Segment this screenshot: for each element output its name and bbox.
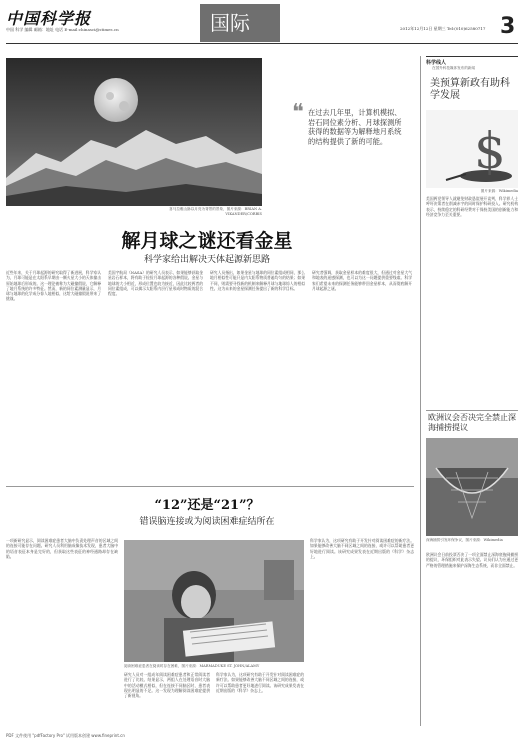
article1-title: 解月球之谜还看金星 [121, 230, 293, 252]
article2-column-2 [124, 672, 210, 730]
article1-column-3 [210, 270, 305, 480]
article1-column-1 [6, 270, 101, 480]
article1-col4-text: 研究者强调，获取金星样本的难度很大，但通过对金星大气和地表的遥感探测，也可以为这一问题提供重要线索。科学家们希望未来的探测任务能够带回金星样本，从而彻底解开月球起源之谜。 [312, 270, 412, 291]
sidebar-second-title: 欧洲议会否决完全禁止深海捕捞提议 [428, 413, 516, 432]
article2-column-3a [216, 672, 304, 730]
article2-title: “12”还是“21”？ [154, 498, 260, 513]
date-line: 2012年12月12日 星期三 Tel:(010)62580717 [400, 26, 486, 31]
sidebar-top-rule [426, 56, 518, 57]
svg-text:$: $ [474, 122, 506, 180]
sidebar-feature-text [426, 196, 518, 404]
sidebar-second-caption: 深海捕捞引发环保争议，图片来源：Wikimedia [426, 538, 503, 542]
sidebar-column-head: 科学线人 [426, 60, 447, 66]
article2-subtitle: 错误脑连接或为阅读困难症结所在 [139, 517, 275, 527]
article2-column-1 [6, 538, 118, 728]
article2-col1-text: 一项新研究显示，阅读困难症患者大脑中负责处理声音的区域之间的连接可能存在问题。研究人员利用脑成像技术发现，患者大脑中的语音表征本身是完好的，但获取这些表征的神经通路却存在缺陷。 [6, 538, 118, 559]
section-band: 国际 [200, 4, 280, 42]
dollar-sign-image [426, 110, 518, 188]
top-rule [6, 43, 518, 44]
page-number: 3 [500, 14, 516, 39]
reading-photo [124, 540, 304, 662]
masthead-subline: 中国 科学 编辑 邮箱：地址 电话 E-mail:chinasci@stimes.cn [6, 27, 119, 32]
article1-subtitle: 科学家给出解决天体起源新思路 [143, 255, 270, 265]
article1-col1-text: 近些年来，关于月球起源的研究取得了新进展，科学家认为，月球可能是在太阳系早期由一颗火星大小的天体撞击原始地球后形成的。这一理论被称为大碰撞假说，它解释了地月系统的许多特征。然而，新的同位素测量显示，月球与地球的化学成分惊人地相似，这给大碰撞假说带来了挑战。 [6, 270, 101, 302]
photo2-caption: 阅读困难症患者在阅读时存在困难，图片来源：MARMADUKE ST. JOHN/ALAMY [124, 664, 260, 668]
sidebar-second-paragraph: 欧洲议会日前投票否决了一项全面禁止深海底拖网捕捞的提议，环保组织对此表示失望。议员们认为应通过更严格的管理措施来保护深海生态系统，而非全面禁止。 [426, 552, 518, 568]
deep-sea-photo [426, 438, 518, 536]
sidebar-feature-caption: 图片来源：Wikimedia [480, 189, 518, 193]
sidebar-divider-2 [426, 410, 518, 411]
sidebar-feature-title: 美预算新政有助科学发展 [430, 78, 510, 101]
article1-column-4 [312, 270, 412, 480]
moon-mountain-image [6, 58, 262, 206]
article1-column-2 [108, 270, 203, 480]
article2-col3-text: 科学家认为，这项研究有助于开发针对阅读困难症的新疗法。如果能够改善大脑不同区域之间的连接，或许可以帮助患者更好地进行阅读。该研究成果发表在近期出版的《科学》杂志上。 [310, 538, 414, 559]
budget-photo [426, 110, 518, 188]
article1-col2-text: 美国宇航局（NASA）的研究人员表示，如果能够获取金星岩石样本，将有助于检验月球起源的各种假说。金星与地球的大小相近，形成位置也较为接近，因此比较两者的同位素组成，可以揭示太阳系内层行星形成时物质的混合程度。 [108, 270, 203, 297]
masthead-logo: 中国科学报 [6, 9, 92, 28]
sidebar-second-text [426, 552, 518, 726]
fishing-net-image [426, 438, 518, 536]
sidebar-divider [420, 56, 421, 726]
pdf-footer: PDF 文件使用 "pdfFactory Pro" 试用版本创建 www.fineprint.cn [6, 733, 125, 738]
moon-mountain-photo [6, 58, 262, 206]
sidebar-feature-paragraph: 美国两党领导人就避免财政悬崖展开谈判，科学界人士呼吁决策者在削减赤字的同时保护科研投入。研究机构表示，持续稳定的科研经费对于保持美国的创新能力和经济竞争力至关重要。 [426, 196, 518, 217]
article-divider [6, 486, 414, 487]
sidebar-column-sub: 在国外科技媒体发布的新闻 [432, 66, 476, 70]
article2-col2-text: 研究人员对一组成年阅读困难症患者和正常阅读者进行了比较。结果显示，两组人在处理语音时大脑中的活动模式相似，但在连接不同脑区时，患者表现出明显的不足。这一发现为理解阅读困难症提供了新视角。 [124, 672, 210, 699]
quote-mark-icon: ❝ [292, 100, 304, 125]
reading-child-image [124, 540, 304, 662]
pull-quote: 在过去几年里，计算机模拟、岩石同位素分析、月球探测所获得的数据等为解释地月系统的结构提供了新的可能。 [308, 108, 402, 146]
article2-col2b-text: 科学家认为，这项研究有助于开发针对阅读困难症的新疗法。如果能够改善大脑不同区域之间的连接，或许可以帮助患者更好地进行阅读。该研究成果发表在近期出版的《科学》杂志上。 [216, 672, 304, 693]
article2-column-3 [310, 538, 414, 728]
article1-col3-text: 研究人员指出，如果金星与地球的同位素组成相同，那么地月相似性可能只是内太阳系物质普遍均匀的结果；如果不同，则需要寻找新的机制来解释月球与地球惊人的相似性。这为未来的金星探测任务提出了新的科学目标。 [210, 270, 305, 291]
photo1-caption: 喜马拉雅山脉以月亮为背景的景象，图片来源：BRIAN A. VIKANDER/CORBIS [169, 207, 262, 216]
